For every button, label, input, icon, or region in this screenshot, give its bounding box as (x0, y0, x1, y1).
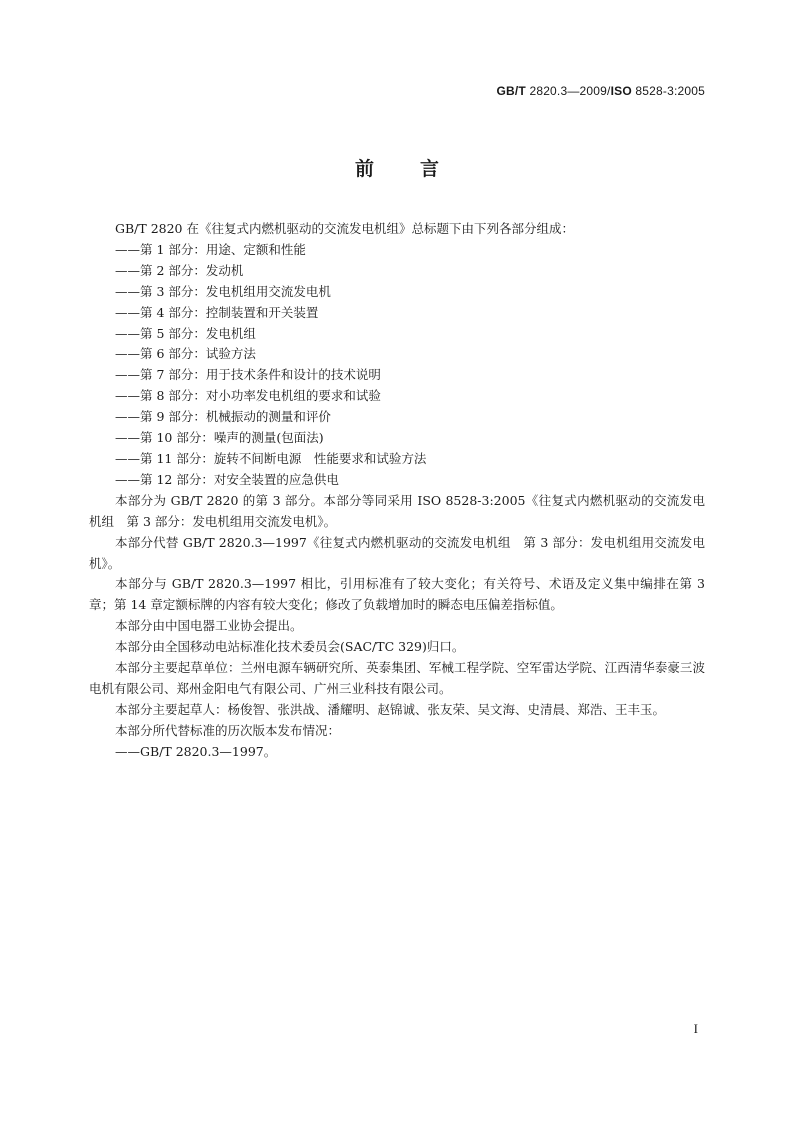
history-list-item: ——GB/T 2820.3—1997。 (115, 743, 277, 759)
adoption-paragraph: 本部分为 GB/T 2820 的第 3 部分。本部分等同采用 ISO 8528-3:2005《往复式内燃机驱动的交流发电机组 第 3 部分：发电机组用交流发电机》。 (89, 492, 705, 529)
standard-code-number: 2820.3—2009/ (525, 84, 611, 98)
parts-list-item: ——第 2 部分：发动机 (115, 262, 244, 278)
parts-list-item: ——第 7 部分：用于技术条件和设计的技术说明 (115, 367, 381, 383)
committee-paragraph: 本部分由全国移动电站标准化技术委员会(SAC/TC 329)归口。 (115, 639, 465, 655)
standard-code-iso-number: 8528-3:2005 (631, 84, 705, 98)
changes-paragraph: 本部分与 GB/T 2820.3—1997 相比，引用标准有了较大变化；有关符号、术语及定义集中编排在第 3 章；第 14 章定额标牌的内容有较大变化；修改了负载增加时的瞬态电压偏差指标值。 (89, 576, 705, 613)
page-number: I (693, 1021, 698, 1036)
parts-list-item: ——第 1 部分：用途、定额和性能 (115, 241, 306, 257)
replacement-paragraph: 本部分代替 GB/T 2820.3—1997《往复式内燃机驱动的交流发电机组 第 3 部分：发电机组用交流发电机》。 (89, 534, 705, 571)
parts-list-item: ——第 3 部分：发电机组用交流发电机 (115, 283, 331, 299)
proposer-paragraph: 本部分由中国电器工业协会提出。 (115, 618, 303, 634)
parts-list-item: ——第 6 部分：试验方法 (115, 346, 256, 362)
standard-code (496, 84, 705, 98)
standard-code-gb: GB/T (496, 84, 526, 98)
intro-paragraph: GB/T 2820 在《往复式内燃机驱动的交流发电机组》总标题下由下列各部分组成： (115, 221, 574, 236)
standard-code-iso: ISO (610, 84, 632, 98)
parts-list-item: ——第 8 部分：对小功率发电机组的要求和试验 (115, 388, 381, 404)
parts-list (89, 240, 705, 491)
parts-list-item: ——第 9 部分：机械振动的测量和评价 (115, 409, 331, 425)
parts-list-item: ——第 11 部分：旋转不间断电源 性能要求和试验方法 (115, 450, 427, 466)
foreword-body (89, 219, 705, 763)
parts-list-item: ——第 4 部分：控制装置和开关装置 (115, 304, 319, 320)
drafters-paragraph: 本部分主要起草人：杨俊智、张洪战、潘耀明、赵锦诚、张友荣、吴文海、史清晨、郑浩、王丰玉。 (115, 701, 666, 717)
parts-list-item: ——第 5 部分：发电机组 (115, 325, 256, 341)
page-title: 前言 (354, 158, 485, 180)
history-heading: 本部分所代替标准的历次版本发布情况： (115, 722, 341, 738)
parts-list-item: ——第 12 部分：对安全装置的应急供电 (115, 471, 339, 487)
drafting-units-paragraph: 本部分主要起草单位：兰州电源车辆研究所、英泰集团、军械工程学院、空军雷达学院、江西清华泰豪三波电机有限公司、郑州金阳电气有限公司、广州三业科技有限公司。 (89, 660, 705, 696)
parts-list-item: ——第 10 部分：噪声的测量(包面法) (115, 430, 324, 446)
